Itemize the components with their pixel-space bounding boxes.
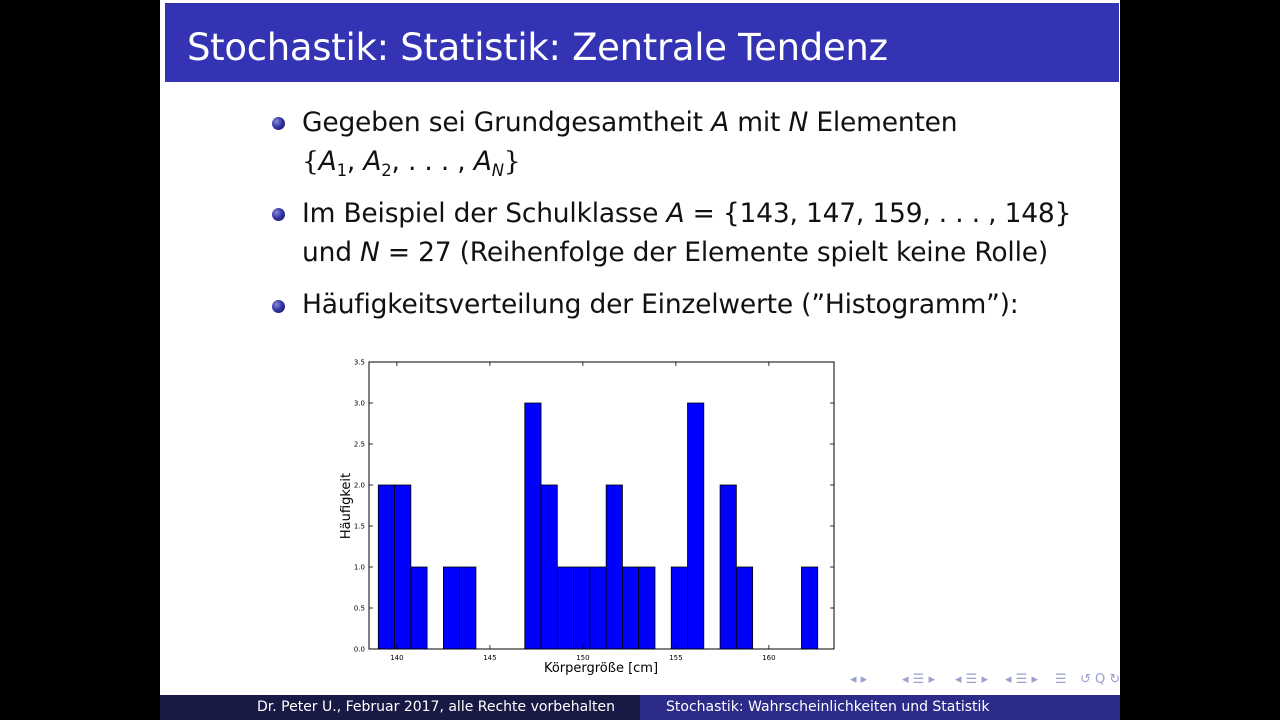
bullet-1-line-2 <box>302 145 520 188</box>
x-tick-label: 150 <box>576 654 590 662</box>
separator: , <box>457 146 474 177</box>
subscript: 2 <box>381 160 392 180</box>
histogram-bar <box>574 567 590 649</box>
slide <box>160 0 1120 720</box>
x-tick-label: 160 <box>762 654 776 662</box>
math-symbol: N <box>788 107 809 138</box>
x-tick-label: 155 <box>669 654 683 662</box>
title-bar <box>165 3 1119 82</box>
text: Gegeben sei Grundgesamtheit <box>302 107 712 138</box>
text: Elementen <box>808 107 958 138</box>
math-symbol: A <box>318 146 337 177</box>
footer-left <box>160 695 640 720</box>
histogram-bar <box>557 567 573 649</box>
search-zoom-icon[interactable]: ↺ Q ↻ <box>1080 672 1120 687</box>
separator: , <box>391 146 408 177</box>
histogram-bar <box>671 567 687 649</box>
text: Im Beispiel der Schulklasse <box>302 198 667 229</box>
y-tick-label: 2.0 <box>353 481 365 490</box>
bars-group <box>378 403 817 649</box>
subsection-nav-icon[interactable]: ◂ ☰ ▸ <box>1005 672 1038 687</box>
histogram-chart <box>338 355 1008 685</box>
x-axis-label: Körpergröße [cm] <box>543 661 659 676</box>
y-tick-label: 2.5 <box>353 440 365 449</box>
histogram-bar <box>688 403 704 649</box>
math-symbol: A <box>473 146 492 177</box>
histogram-bar <box>736 567 752 649</box>
histogram-bar <box>639 567 655 649</box>
histogram-bar <box>541 485 557 649</box>
align-icon[interactable]: ☰ <box>1055 672 1067 687</box>
histogram-bar <box>622 567 638 649</box>
footer-title: Stochastik: Wahrscheinlichkeiten und Statistik <box>666 699 990 715</box>
bullet-2-line-1 <box>302 197 1071 231</box>
separator: , <box>346 146 364 177</box>
histogram-bar <box>395 485 411 649</box>
histogram-bar <box>378 485 394 649</box>
x-tick-label: 140 <box>390 654 404 662</box>
footer-author: Dr. Peter U., Februar 2017, alle Rechte vorbehalten <box>257 699 616 715</box>
bullet-icon <box>272 208 285 221</box>
math-symbol: A <box>363 146 382 177</box>
histogram-bar <box>590 567 606 649</box>
histogram-bar <box>720 485 736 649</box>
histogram-bar <box>411 567 427 649</box>
math-symbol: N <box>360 237 380 268</box>
y-axis-label: Häufigkeit <box>339 472 354 540</box>
beamer-navigation <box>850 672 1120 690</box>
y-tick-label: 1.5 <box>353 522 365 531</box>
ellipsis: . . . <box>407 146 458 177</box>
math-symbol: A <box>711 107 730 138</box>
subscript: 1 <box>336 160 347 180</box>
frame-nav-icon[interactable]: ◂ ▸ <box>850 672 868 687</box>
histogram-bar <box>801 567 817 649</box>
y-tick-label: 0.5 <box>353 604 365 613</box>
brace: } <box>503 146 521 177</box>
y-tick-label: 3.0 <box>353 399 365 408</box>
histogram-bar <box>525 403 541 649</box>
brace: { <box>302 146 319 177</box>
math-symbol: A <box>666 198 685 229</box>
slide-title: Stochastik: Statistik: Zentrale Tendenz <box>187 26 888 69</box>
subscript: N <box>491 160 504 180</box>
text: mit <box>729 107 789 138</box>
section-nav-right-icon[interactable]: ◂ ☰ ▸ <box>955 672 988 687</box>
x-tick-label: 145 <box>483 654 497 662</box>
y-tick-label: 3.5 <box>353 358 365 367</box>
bullet-1-line-1 <box>302 106 957 140</box>
histogram-bar <box>443 567 459 649</box>
text: = {143, 147, 159, . . . , 148} <box>684 198 1072 229</box>
histogram-bar <box>606 485 622 649</box>
text: = 27 (Reihenfolge der Elemente spielt keine Rolle) <box>379 237 1048 268</box>
y-tick-label: 1.0 <box>353 563 365 572</box>
footer-right <box>640 695 1120 720</box>
bullet-2-line-2 <box>302 236 1048 270</box>
bullet-icon <box>272 117 285 130</box>
histogram-bar <box>460 567 476 649</box>
bullet-icon <box>272 300 285 313</box>
y-tick-label: 0.0 <box>353 645 365 654</box>
text: und <box>302 237 361 268</box>
bullet-3-line-1: Häufigkeitsverteilung der Einzelwerte (”Histogramm”): <box>302 289 1019 320</box>
section-nav-left-icon[interactable]: ◂ ☰ ▸ <box>902 672 935 687</box>
